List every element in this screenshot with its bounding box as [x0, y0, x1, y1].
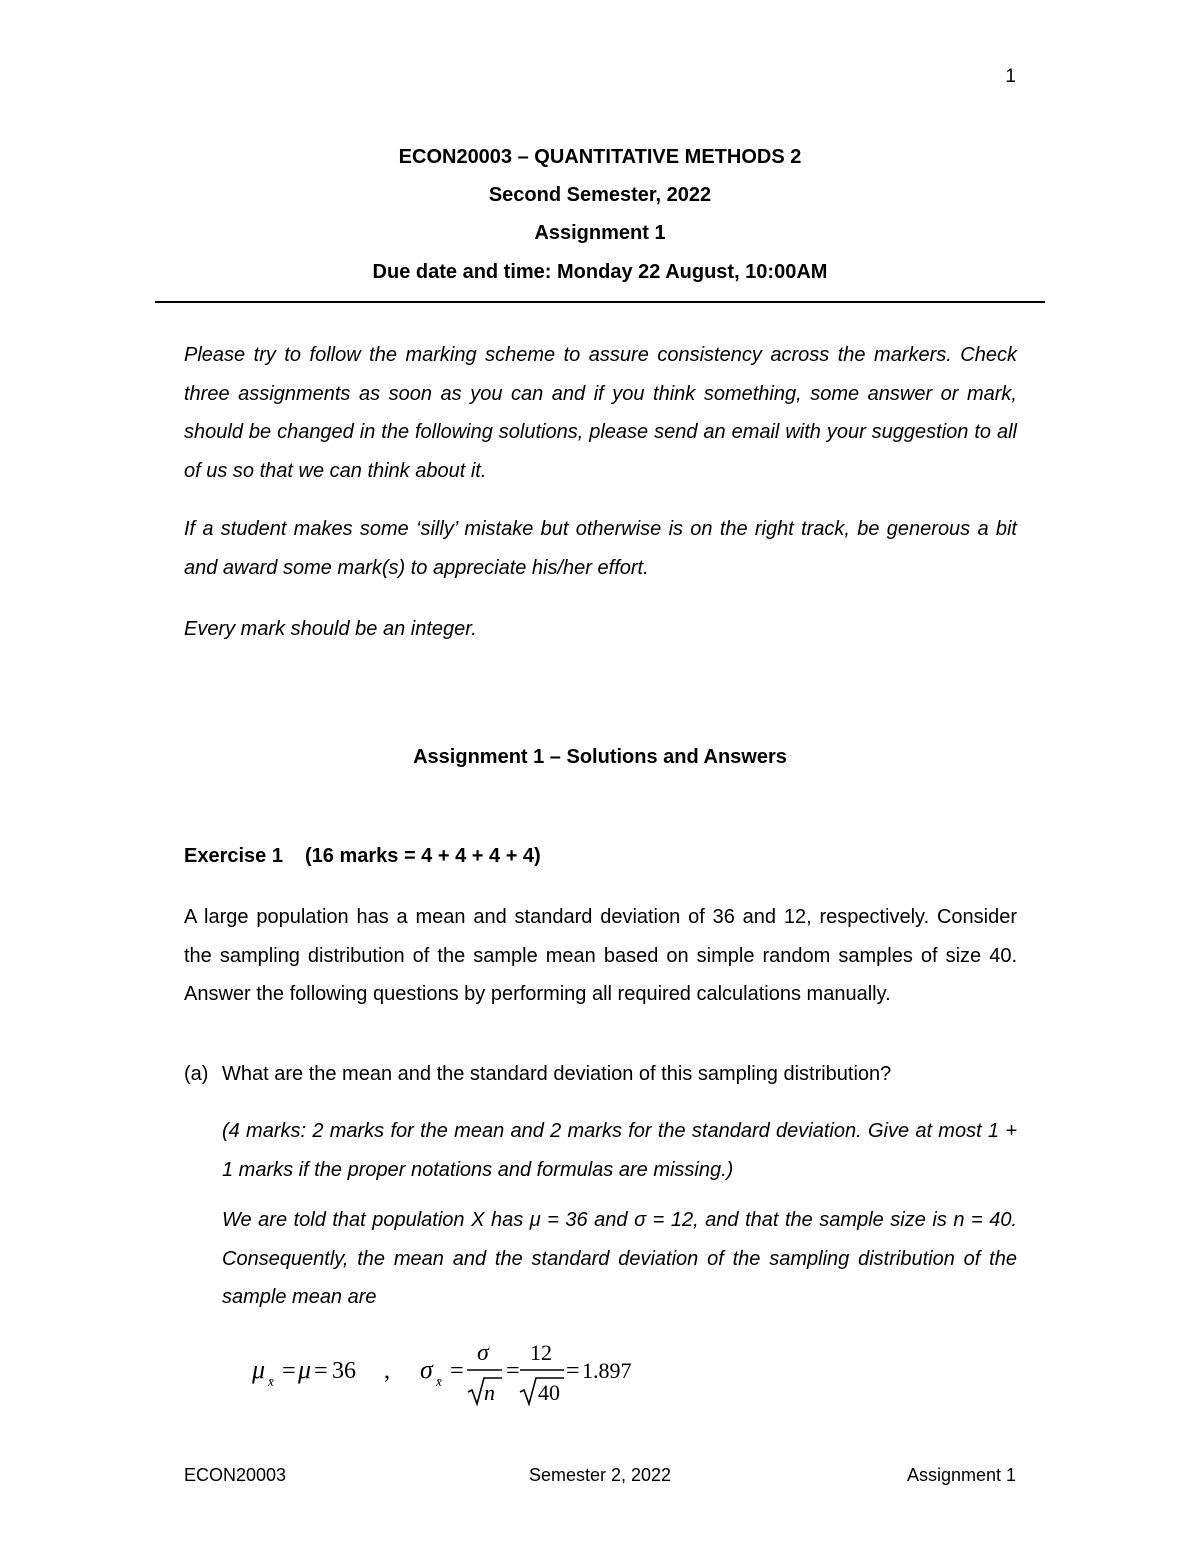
mu-xbar-symbol: μ	[252, 1355, 266, 1384]
eq-4: =	[506, 1358, 520, 1384]
part-a-marks-note: (4 marks: 2 marks for the mean and 2 marks for the standard deviation. Give at most 1 + 1 marks if the proper notations and formulas are missing.)	[222, 1120, 1017, 1181]
assignment-title: Assignment 1	[534, 222, 666, 244]
eq-3: =	[450, 1358, 464, 1384]
eq-1: =	[282, 1358, 296, 1384]
part-a-label: (a)	[184, 1063, 209, 1085]
footer-semester: Semester 2, 2022	[528, 1465, 672, 1485]
result-value: 1.897	[582, 1358, 632, 1383]
mu-symbol: μ	[298, 1355, 312, 1384]
solutions-title: Assignment 1 – Solutions and Answers	[413, 746, 787, 768]
numerator-12: 12	[530, 1340, 552, 1365]
integer-mark-note: Every mark should be an integer.	[184, 618, 477, 640]
part-a-answer: We are told that population X has μ = 36 and σ = 12, and that the sample size is n = 40. Consequently, the mean and the standard deviation of the sampling distribution of the sample mean are	[222, 1209, 1017, 1308]
exercise-1-title: Exercise 1	[184, 845, 283, 867]
sigma-numerator: σ	[477, 1340, 489, 1366]
sampling-formula	[248, 1334, 668, 1414]
sigma-xbar-symbol: σ	[420, 1355, 433, 1384]
exercise-1-body: A large population has a mean and standard deviation of 36 and 12, respectively. Consider the sampling distribution of the sample mean based on simple random samples of size 40. Answer the following questions by performing all required calculations manually.	[184, 906, 1017, 1005]
sigma-subscript: x̄	[436, 1374, 442, 1389]
footer-course: ECON20003	[184, 1465, 287, 1485]
exercise-1-marks: (16 marks = 4 + 4 + 4 + 4)	[304, 845, 541, 867]
course-title: ECON20003 – QUANTITATIVE METHODS 2	[398, 146, 802, 168]
mu-value: 36	[332, 1358, 356, 1384]
part-a-question: What are the mean and the standard deviation of this sampling distribution?	[222, 1063, 892, 1085]
due-date: Due date and time: Monday 22 August, 10:00AM	[372, 261, 828, 283]
exercise-1-heading	[184, 845, 541, 868]
header-divider	[155, 301, 1045, 303]
denominator-40: 40	[538, 1380, 560, 1405]
semester-title: Second Semester, 2022	[488, 184, 712, 206]
eq-2: =	[314, 1358, 328, 1384]
marking-instructions: Please try to follow the marking scheme to assure consistency across the markers. Check three assignments as soon as you can and if you think something, some answer or mark, should be changed in the following solutions, please send an email with your suggestion to all of us so that we can think about it.	[184, 344, 1017, 482]
eq-5: =	[566, 1358, 580, 1384]
page-number: 1	[1005, 66, 1016, 87]
generosity-note: If a student makes some ‘silly’ mistake but otherwise is on the right track, be generous a bit and award some mark(s) to appreciate his/her effort.	[184, 518, 1017, 579]
n-symbol: n	[484, 1380, 495, 1405]
footer-assignment: Assignment 1	[906, 1465, 1016, 1485]
mu-subscript: x̄	[268, 1374, 274, 1389]
formula-comma: ,	[384, 1358, 390, 1384]
